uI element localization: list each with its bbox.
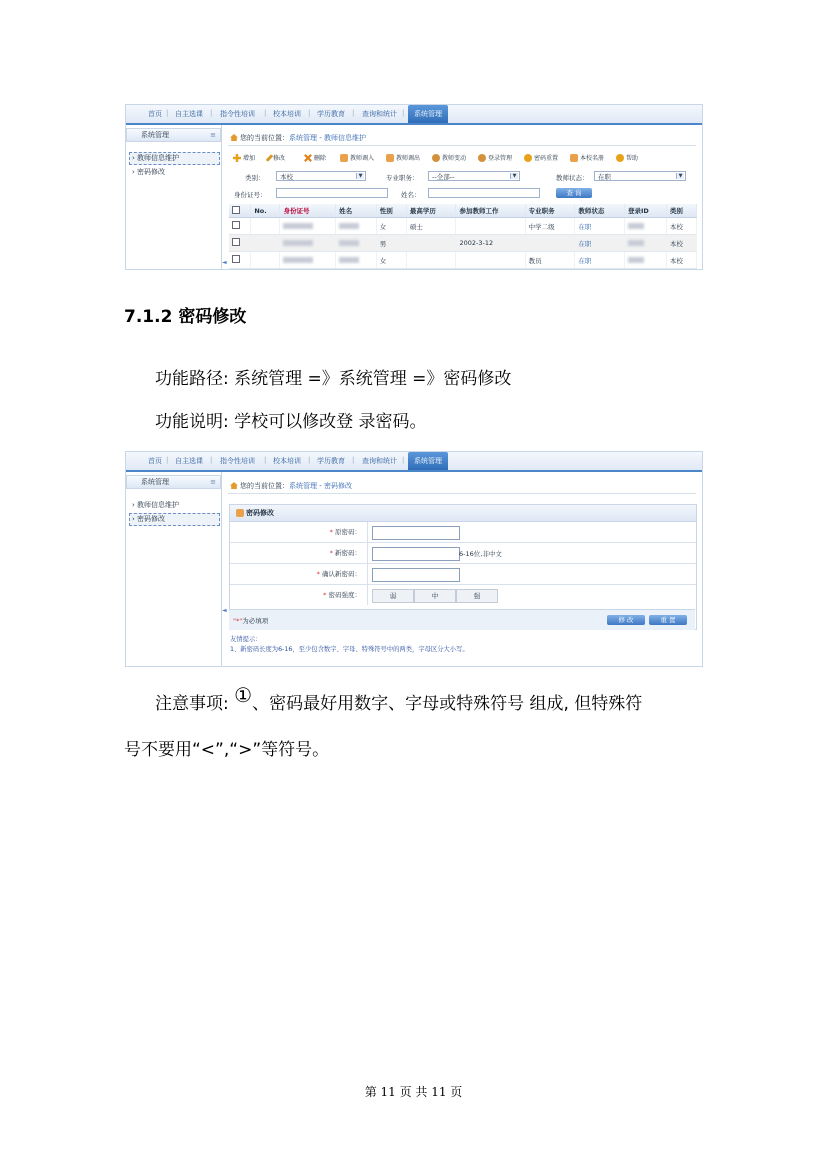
row-checkbox[interactable] <box>232 238 240 246</box>
gear-icon <box>524 154 532 162</box>
circled-number-one: ① <box>234 683 253 707</box>
table-row[interactable]: 男 2002-3-12 在职 本校 <box>229 235 697 252</box>
sidebar <box>126 125 222 269</box>
new-password-hint: 6-16位,非中文 <box>459 550 502 558</box>
sidebar-title: 系统管理 ≡ <box>126 475 221 489</box>
top-nav: 首页 | 自主选课 | 指令性培训 | 校本培训 | 学历教育 | 查询和统计 | 系统管理 <box>126 105 702 125</box>
header-name: 姓名 <box>336 204 377 218</box>
row-checkbox[interactable] <box>232 255 240 263</box>
tip-text: 1、新密码长度为6-16，至少包含数字、字母、特殊符号中的两类，字母区分大小写。 <box>230 646 469 653</box>
note-text-1: 、密码最好用数字、字母或特殊符号 组成, 但特殊符 <box>252 694 643 714</box>
filter-title-select[interactable]: --全部-- ▼ <box>428 171 520 181</box>
screenshot-password-change <box>125 451 703 667</box>
strength-medium: 中 <box>414 589 456 603</box>
header-no: No. <box>251 204 280 218</box>
collapse-arrow-icon[interactable]: ◄ <box>222 607 227 614</box>
nav-tab-query[interactable]: 查询和统计 <box>362 457 397 465</box>
nav-tab-school[interactable]: 校本培训 <box>273 457 301 465</box>
note-line-2: 号不要用“<”,“>”等符号。 <box>124 740 330 760</box>
home-icon <box>230 134 238 141</box>
sidebar <box>126 472 222 666</box>
sidebar-item-teacher-info[interactable]: › 教师信息维护 <box>132 501 180 509</box>
table-row[interactable]: 女 教员 在职 本校 <box>229 252 697 269</box>
form-row-confirm-password: * 确认新密码： <box>230 564 696 585</box>
breadcrumb-divider <box>228 493 696 494</box>
reset-button[interactable]: 重 置 <box>649 615 687 625</box>
function-path-line: 功能路径: 系统管理 =》系统管理 =》密码修改 <box>155 369 512 389</box>
confirm-password-label: 确认新密码： <box>322 570 361 578</box>
old-password-label: 原密码： <box>335 528 361 536</box>
sidebar-item-password[interactable]: › 密码修改 <box>132 168 166 176</box>
sidebar-item-password[interactable]: › 密码修改 <box>132 515 166 523</box>
collapse-arrow-icon[interactable]: ◄ <box>222 259 227 266</box>
required-note: "*"为必填项 <box>233 617 269 625</box>
nav-tab-query[interactable]: 查询和统计 <box>362 110 397 118</box>
edit-doc-icon <box>236 509 244 517</box>
breadcrumb: 您的当前位置：系统管理 - 密码修改 <box>230 481 352 491</box>
modify-button[interactable]: 修 改 <box>607 615 645 625</box>
sidebar-title: 系统管理 ≡ <box>126 128 221 142</box>
breadcrumb: 您的当前位置：系统管理 - 教师信息维护 <box>230 133 366 143</box>
filter-category-select[interactable]: 本校 ▼ <box>276 171 366 181</box>
nav-tab-school[interactable]: 校本培训 <box>273 110 301 118</box>
top-nav: 首页 | 自主选课 | 指令性培训 | 校本培训 | 学历教育 | 查询和统计 | 系统管理 <box>126 452 702 472</box>
filter-id-input[interactable] <box>276 188 388 198</box>
nav-tab-home[interactable]: 首页 <box>148 457 162 465</box>
strength-label: 密码强度： <box>328 591 361 599</box>
form-footer <box>229 609 695 630</box>
form-title: 密码修改 <box>230 505 696 522</box>
toolbar-help[interactable]: 帮助 <box>616 153 638 162</box>
note-line-1 <box>155 683 642 714</box>
user-change-icon <box>432 154 440 162</box>
confirm-password-input[interactable] <box>372 568 460 582</box>
filter-title-label: 专业职务： <box>386 174 419 182</box>
filter-status-label: 教师状态： <box>556 174 589 182</box>
nav-tab-degree[interactable]: 学历教育 <box>317 110 345 118</box>
filter-name-input[interactable] <box>428 188 540 198</box>
filter-id-label: 身份证号： <box>234 191 267 199</box>
new-password-label: 新密码： <box>335 549 361 557</box>
nav-tab-directive[interactable]: 指令性培训 <box>220 457 255 465</box>
teacher-table <box>229 204 697 269</box>
breadcrumb-divider <box>228 145 696 146</box>
chevron-down-icon: ▼ <box>676 173 684 179</box>
tip-title: 友情提示： <box>230 636 262 643</box>
header-login: 登录ID <box>624 204 666 218</box>
toolbar-roster[interactable]: 本校名册 <box>570 153 604 162</box>
toolbar-edit[interactable]: 修改 <box>268 153 285 162</box>
nav-tab-system[interactable]: 系统管理 <box>408 105 448 123</box>
strength-strong: 强 <box>456 589 498 603</box>
nav-tab-degree[interactable]: 学历教育 <box>317 457 345 465</box>
header-start: 参加教师工作 <box>456 204 525 218</box>
nav-tab-course[interactable]: 自主选课 <box>175 110 203 118</box>
toolbar-delete[interactable]: 删除 <box>304 153 326 162</box>
search-button[interactable]: 查 询 <box>556 188 592 198</box>
toolbar-transfer-in[interactable]: 教师调入 <box>340 153 374 162</box>
chevron-down-icon: ▼ <box>356 173 364 179</box>
select-all-checkbox[interactable] <box>232 206 240 214</box>
new-password-input[interactable] <box>372 547 460 561</box>
header-id: 身份证号 <box>280 204 336 218</box>
filter-name-label: 姓名： <box>401 191 421 199</box>
toolbar-login-manage[interactable]: 登录管理 <box>478 153 512 162</box>
nav-tab-system[interactable]: 系统管理 <box>408 452 448 470</box>
filter-category-label: 类别： <box>245 174 265 182</box>
screenshot-teacher-info <box>125 104 703 270</box>
header-title: 专业职务 <box>525 204 575 218</box>
form-row-old-password: * 原密码： <box>230 522 696 543</box>
nav-tab-home[interactable]: 首页 <box>148 110 162 118</box>
page-footer: 第 11 页 共 11 页 <box>364 1085 463 1099</box>
row-checkbox[interactable] <box>232 221 240 229</box>
old-password-input[interactable] <box>372 526 460 540</box>
strength-weak: 弱 <box>372 589 414 603</box>
table-header-row <box>229 204 697 218</box>
user-key-icon <box>478 154 486 162</box>
header-status: 教师状态 <box>575 204 625 218</box>
chevron-down-icon: ▼ <box>510 173 518 179</box>
toolbar-transfer-out[interactable]: 教师调出 <box>386 153 420 162</box>
sidebar-item-teacher-info[interactable]: › 教师信息维护 <box>132 154 180 162</box>
transfer-out-icon <box>386 154 394 162</box>
transfer-in-icon <box>340 154 348 162</box>
function-desc-line: 功能说明: 学校可以修改登 录密码。 <box>155 412 427 432</box>
home-icon <box>230 482 238 489</box>
note-prefix: 注意事项: <box>155 694 235 714</box>
nav-tab-course[interactable]: 自主选课 <box>175 457 203 465</box>
help-icon <box>616 154 624 162</box>
filter-status-select[interactable]: 在职 ▼ <box>594 171 686 181</box>
header-checkbox[interactable] <box>229 204 251 218</box>
plus-icon <box>233 154 241 162</box>
section-heading: 7.1.2 密码修改 <box>124 307 247 327</box>
nav-tab-directive[interactable]: 指令性培训 <box>220 110 255 118</box>
roster-icon <box>570 154 578 162</box>
toolbar-add[interactable]: 增加 <box>233 153 255 162</box>
toolbar-reset-password[interactable]: 密码重置 <box>524 153 558 162</box>
table-row[interactable]: 女 硕士 中学二级 在职 本校 <box>229 218 697 235</box>
form-row-strength: * 密码强度： 弱 中 强 <box>230 585 696 605</box>
header-gender: 性别 <box>376 204 406 218</box>
form-row-new-password: * 新密码： 6-16位,非中文 <box>230 543 696 564</box>
header-category: 类别 <box>666 204 696 218</box>
toolbar-change[interactable]: 教师变动 <box>432 153 466 162</box>
delete-x-icon <box>304 154 312 162</box>
header-education: 最高学历 <box>406 204 456 218</box>
